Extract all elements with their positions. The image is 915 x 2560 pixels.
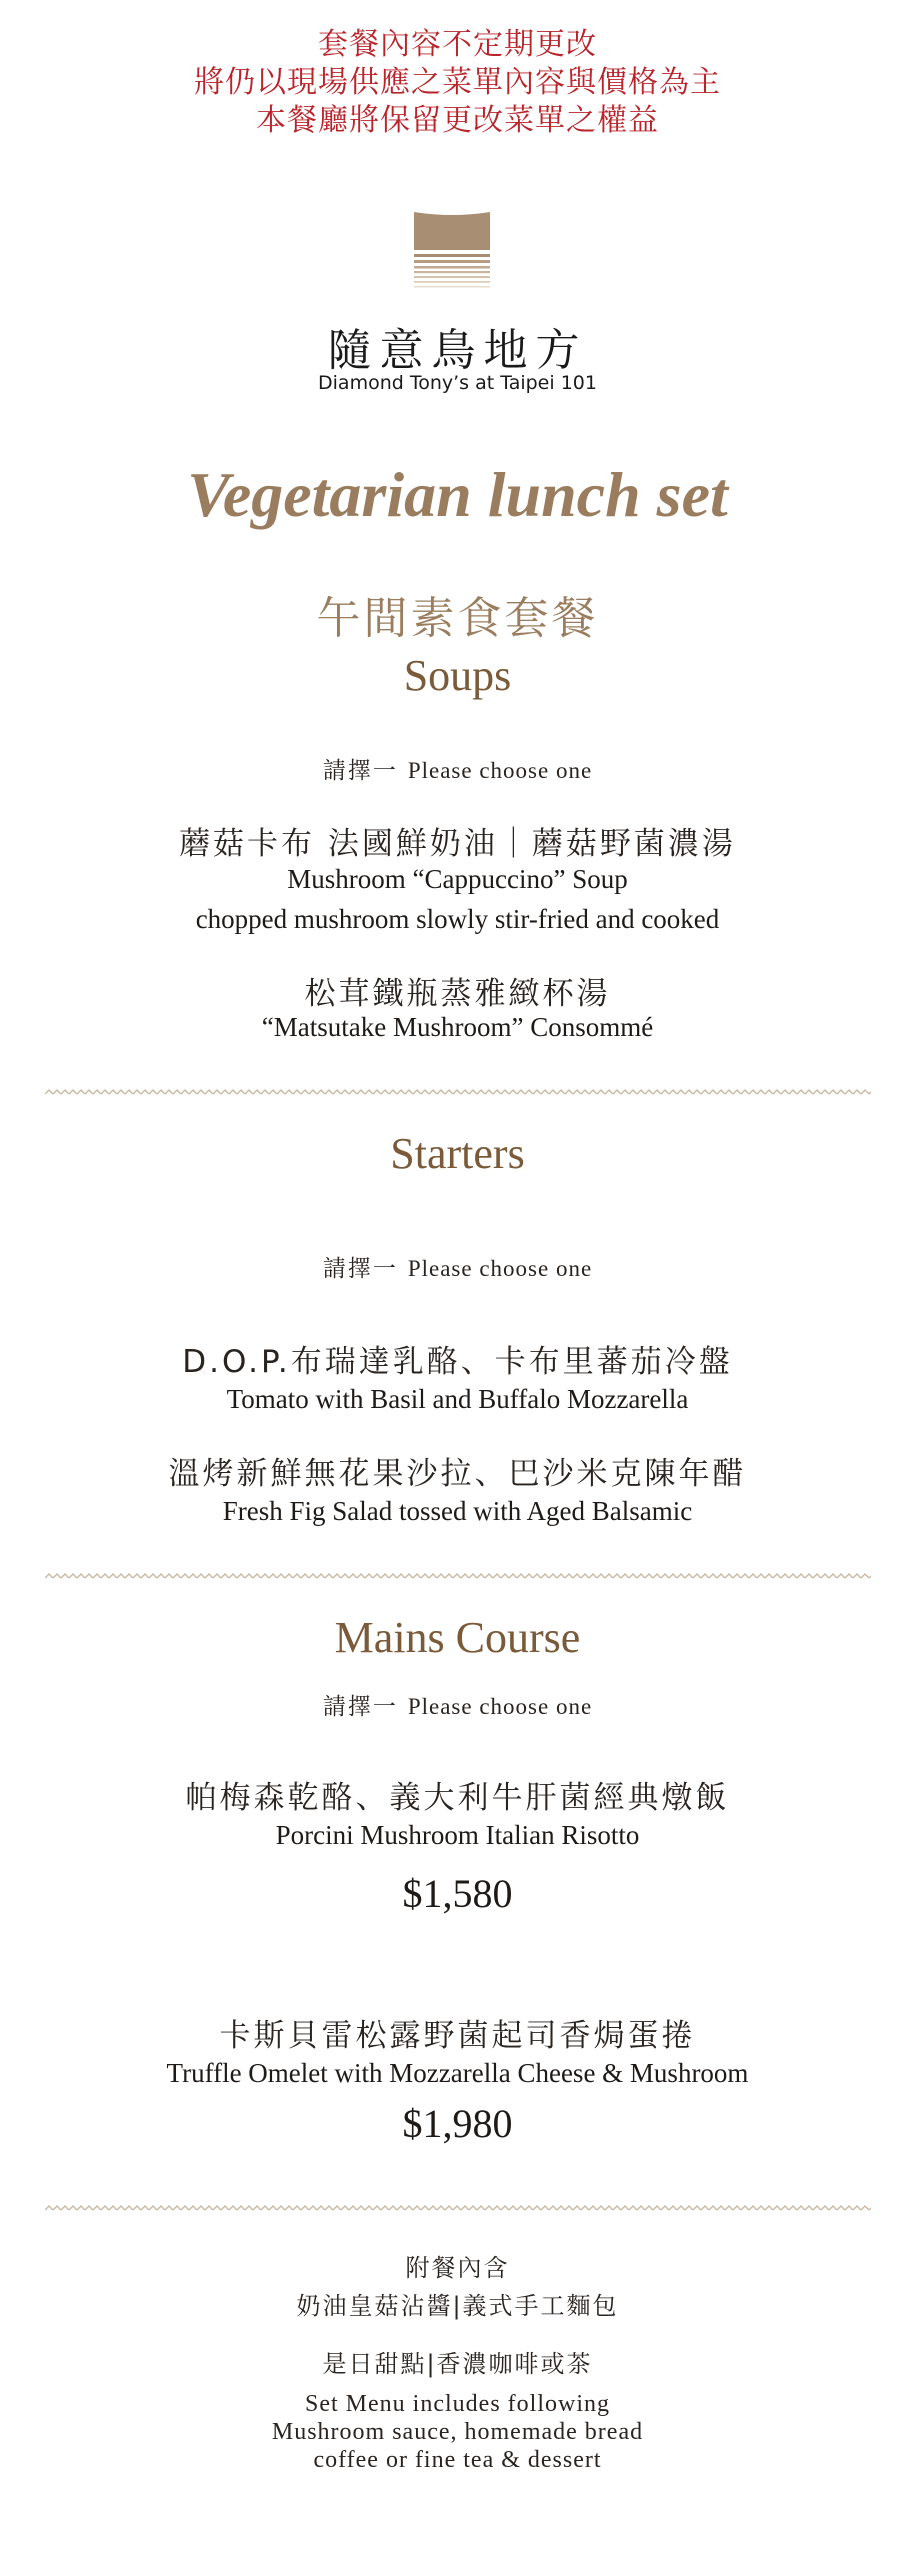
soup-2-name-zh: 松茸鐵瓶蒸雅緻杯湯 xyxy=(304,976,611,1012)
soup-2-name-en: “Matsutake Mushroom” Consommé xyxy=(261,1012,654,1042)
brand-name-zh: 隨意鳥地方 xyxy=(327,325,588,376)
starters-choose-one xyxy=(0,1250,915,1283)
main-2-name-zh: 卡斯貝雷松露野菌起司香焗蛋捲 xyxy=(219,2018,696,2054)
main-1-price: $1,580 xyxy=(402,1871,513,1916)
choose-label-en: Please choose one xyxy=(407,758,593,783)
footer-includes-line-1-zh: 奶油皇菇沾醬|義式手工麵包 xyxy=(296,2292,619,2320)
section-heading-mains: Mains Course xyxy=(334,1613,581,1662)
footer-includes-line-1-en: Mushroom sauce, homemade bread xyxy=(271,2419,644,2445)
notice-line-3: 本餐廳將保留更改菜單之權益 xyxy=(256,103,659,138)
notice-line-1: 套餐內容不定期更改 xyxy=(318,27,597,62)
main-1-name-zh: 帕梅森乾酪、義大利牛肝菌經典燉飯 xyxy=(185,1780,730,1816)
choose-label-zh: 請擇一 xyxy=(322,758,398,784)
main-2-price: $1,980 xyxy=(402,2101,513,2146)
section-heading-starters: Starters xyxy=(390,1129,525,1178)
main-1-name-en: Porcini Mushroom Italian Risotto xyxy=(275,1820,640,1850)
page-subtitle-zh: 午間素食套餐 xyxy=(316,593,599,644)
page-title: Vegetarian lunch set xyxy=(187,459,728,530)
soup-1-name-zh: 蘑菇卡布 法國鮮奶油｜蘑菇野菌濃湯 xyxy=(179,826,736,862)
footer-includes-heading-zh: 附餐內含 xyxy=(405,2254,510,2282)
mains-choose-one xyxy=(0,1688,915,1721)
logo-icon xyxy=(414,212,490,290)
soups-choose-one xyxy=(0,752,915,785)
choose-label-en: Please choose one xyxy=(407,1694,593,1719)
choose-label-zh: 請擇一 xyxy=(322,1694,398,1720)
starter-1-name-en: Tomato with Basil and Buffalo Mozzarella xyxy=(226,1384,689,1414)
soup-1-name-en: Mushroom “Cappuccino” Soup xyxy=(287,864,628,894)
notice-line-2: 將仍以現場供應之菜單內容與價格為主 xyxy=(194,65,721,100)
choose-label-en: Please choose one xyxy=(407,1256,593,1281)
section-heading-soups: Soups xyxy=(403,651,512,700)
footer-includes-line-2-zh: 是日甜點|香濃咖啡或茶 xyxy=(322,2350,593,2378)
starter-2-name-zh: 溫烤新鮮無花果沙拉、巴沙米克陳年醋 xyxy=(168,1456,747,1492)
section-divider xyxy=(45,1572,871,1580)
brand-name-en: Diamond Tony’s at Taipei 101 xyxy=(318,372,597,394)
starter-1-name-zh: D.O.P.布瑞達乳酪、卡布里蕃茄冷盤 xyxy=(182,1344,733,1380)
soup-1-description: chopped mushroom slowly stir-fried and cooked xyxy=(195,904,720,934)
footer-includes-heading-en: Set Menu includes following xyxy=(305,2391,610,2417)
main-2-name-en: Truffle Omelet with Mozzarella Cheese & Mushroom xyxy=(166,2058,749,2088)
section-divider xyxy=(45,2204,871,2212)
section-divider xyxy=(45,1088,871,1096)
footer-includes-line-2-en: coffee or fine tea & dessert xyxy=(313,2447,602,2473)
starter-2-name-en: Fresh Fig Salad tossed with Aged Balsamic xyxy=(222,1496,693,1526)
choose-label-zh: 請擇一 xyxy=(322,1256,398,1282)
